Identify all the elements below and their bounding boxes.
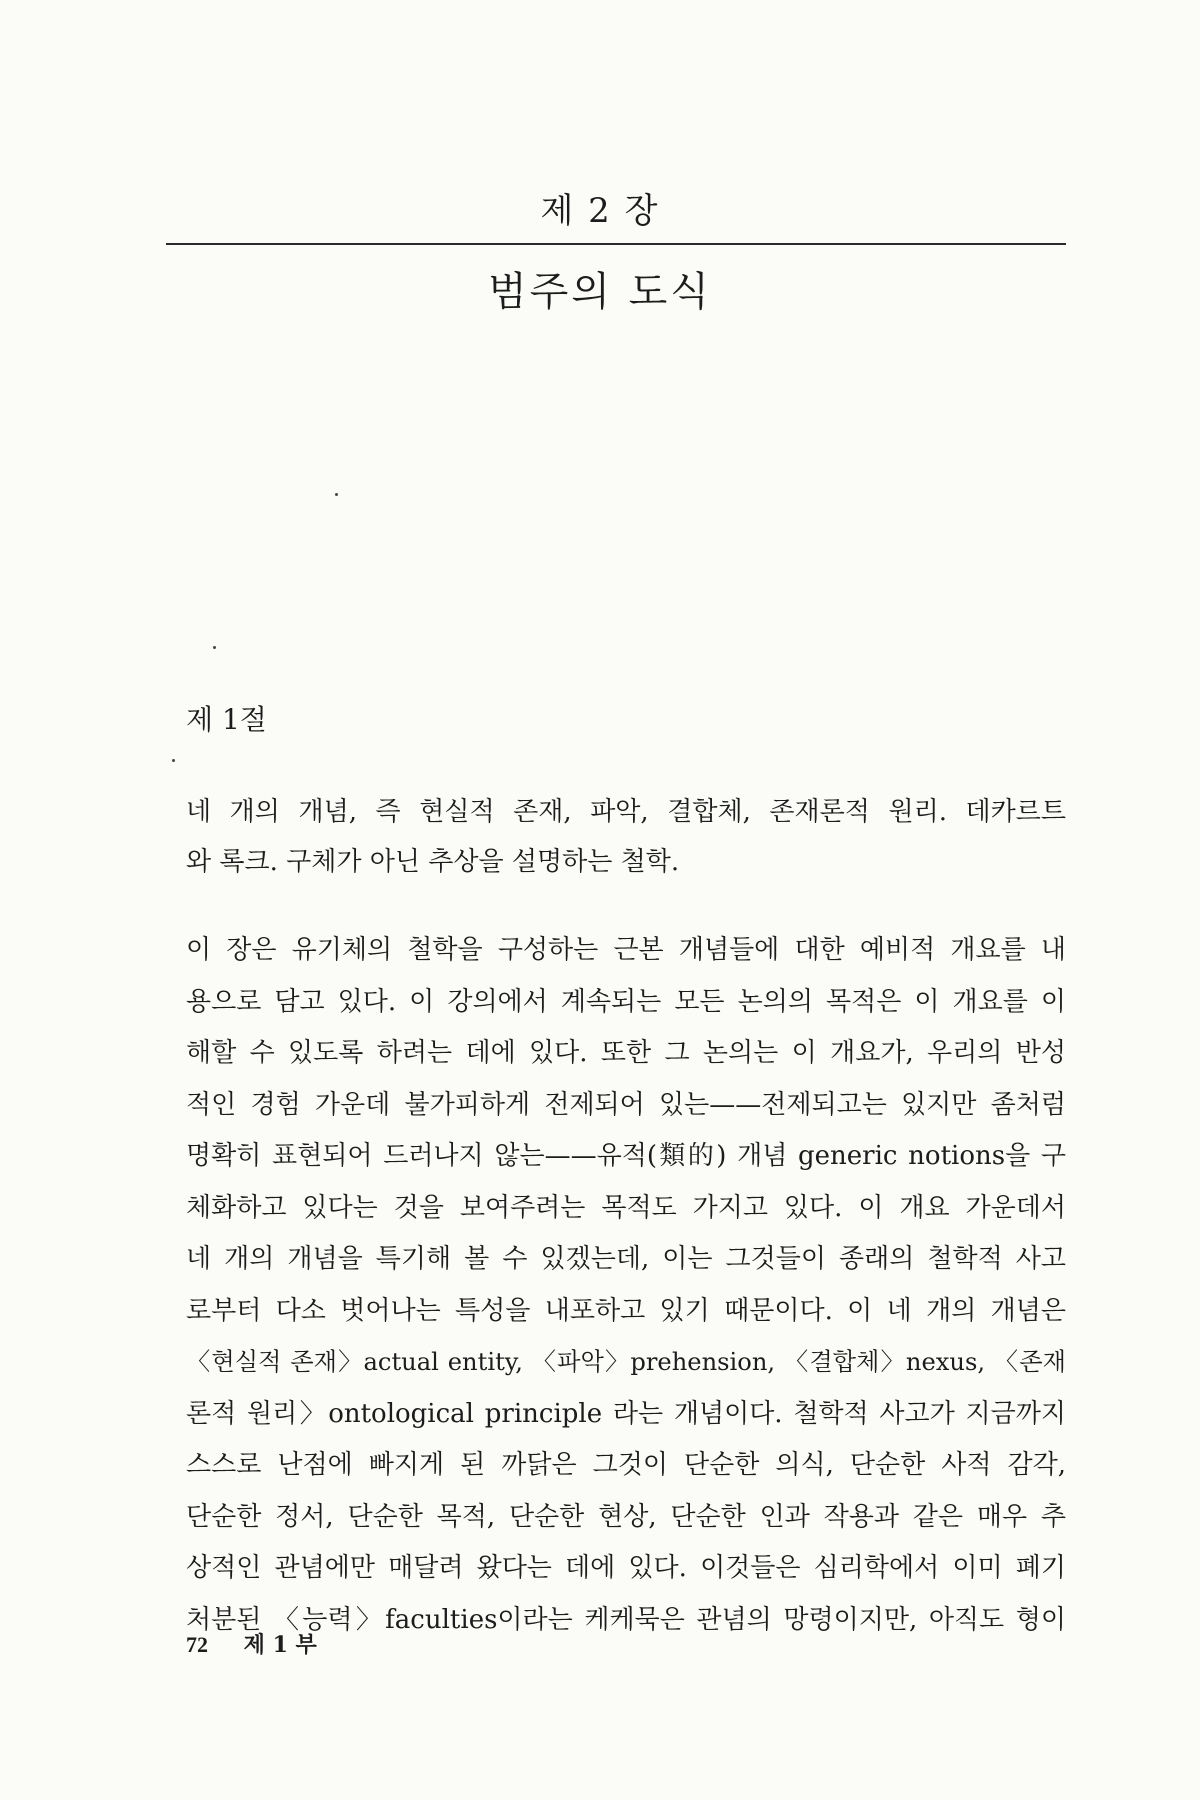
body-line: 해할 수 있도록 하려는 데에 있다. 또한 그 논의는 이 개요가, 우리의 반성 <box>186 1038 1066 1068</box>
print-speck <box>335 493 338 496</box>
body-line: 단순한 정서, 단순한 목적, 단순한 현상, 단순한 인과 작용과 같은 매우 추 <box>186 1501 1066 1532</box>
page-footer <box>186 1628 317 1659</box>
body-line: 적인 경험 가운데 불가피하게 전제되어 있는——전제되고는 있지만 좀처럼 <box>186 1089 1066 1120</box>
section-heading: 제 1절 <box>186 703 267 736</box>
chapter-number: 제 2 장 <box>540 191 660 231</box>
page-number: 72 <box>186 1632 208 1657</box>
summary-line: 와 록크. 구체가 아닌 추상을 설명하는 철학. <box>186 847 680 877</box>
chapter-rule <box>166 243 1066 245</box>
body-line: 로부터 다소 벗어나는 특성을 내포하고 있기 때문이다. 이 네 개의 개념은 <box>186 1295 1066 1326</box>
summary-line: 네 개의 개념, 즉 현실적 존재, 파악, 결합체, 존재론적 원리. 데카르트 <box>186 797 1066 827</box>
body-line: 용으로 담고 있다. 이 강의에서 계속되는 모든 논의의 목적은 이 개요를 이 <box>186 986 1066 1017</box>
part-label: 제 1 부 <box>243 1632 317 1658</box>
body-line: 이 장은 유기체의 철학을 구성하는 근본 개념들에 대한 예비적 개요를 내 <box>186 935 1066 965</box>
section-summary <box>186 787 1066 887</box>
body-paragraph <box>186 925 1066 1646</box>
body-line: 〈현실적 존재〉actual entity, 〈파악〉prehension, 〈결합체〉nexus, 〈존재 <box>186 1348 1066 1376</box>
body-line: 네 개의 개념을 특기해 볼 수 있겠는데, 이는 그것들이 종래의 철학적 사고 <box>186 1244 1066 1274</box>
chapter-title: 범주의 도식 <box>488 269 712 315</box>
body-line: 스스로 난점에 빠지게 된 까닭은 그것이 단순한 의식, 단순한 사적 감각, <box>186 1450 1066 1480</box>
print-speck <box>172 759 175 762</box>
body-line: 명확히 표현되어 드러나지 않는——유적(類的) 개념 generic notions을 구 <box>186 1141 1066 1171</box>
print-speck <box>213 646 216 649</box>
body-line: 체화하고 있다는 것을 보여주려는 목적도 가지고 있다. 이 개요 가운데서 <box>186 1192 1066 1223</box>
body-line: 상적인 관념에만 매달려 왔다는 데에 있다. 이것들은 심리학에서 이미 폐기 <box>186 1553 1066 1583</box>
body-line: 처분된 〈능력〉faculties이라는 케케묵은 관념의 망령이지만, 아직도 형이 <box>186 1604 1066 1635</box>
body-line: 론적 원리〉ontological principle 라는 개념이다. 철학적 사고가 지금까지 <box>186 1398 1066 1429</box>
